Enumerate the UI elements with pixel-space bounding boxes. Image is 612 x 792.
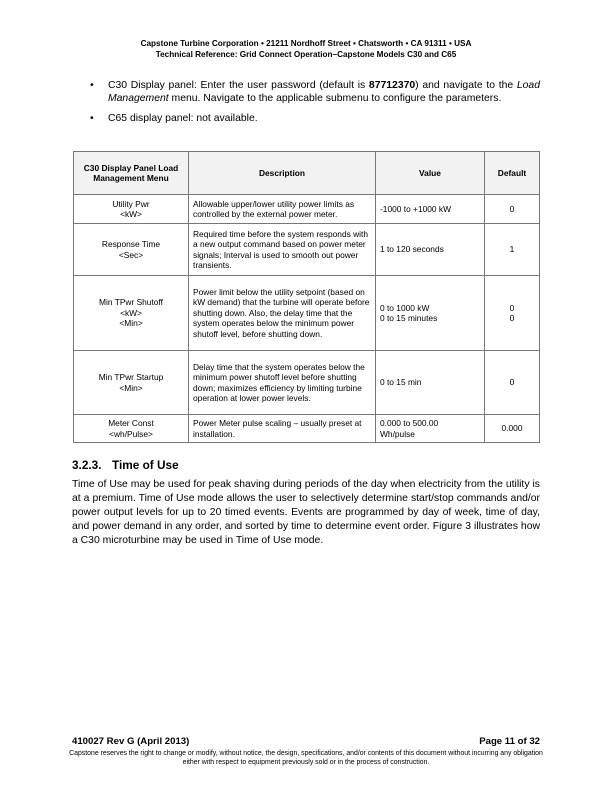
section-paragraph: Time of Use may be used for peak shaving during periods of the day when electricity from the utility is at a premium. Time of Use mode allows the user to selectively determine start/stop commands and/or power output levels for up to 20 timed events. Events are programmed by day of week, time of day, and power demand in any order, and sorted by time to determine event order. Figure 3 illustrates how a C30 microturbine may be used in Time of Use mode. [72, 479, 540, 546]
menu-name: Load Management [108, 80, 540, 105]
header-menu: C30 Display Panel Load Management Menu [74, 152, 189, 195]
cell-description: Allowable upper/lower utility power limits as controlled by the external power meter. [189, 195, 376, 224]
page-footer [72, 736, 540, 747]
bullet-c30-display [72, 79, 540, 106]
cell-value: -1000 to +1000 kW [376, 195, 485, 224]
cell-description: Delay time that the system operates below the minimum power shutoff level before shutting down; maximizes efficiency by limiting turbine operation at lower power levels. [189, 351, 376, 415]
section-title: Time of Use [112, 458, 179, 472]
page-number: Page 11 of 32 [479, 736, 540, 747]
bullet-list [72, 79, 540, 131]
cell-value: 0 to 15 min [376, 351, 485, 415]
cell-default: 0 [485, 195, 540, 224]
header-title-line: Technical Reference: Grid Connect Operation–Capstone Models C30 and C65 [155, 50, 457, 59]
section-heading [72, 458, 179, 472]
bullet-text: ) and navigate to the [415, 80, 517, 91]
table-row [74, 224, 540, 276]
cell-menu: Min TPwr Startup <Min> [74, 351, 189, 415]
document-id: 410027 Rev G (April 2013) [72, 736, 190, 747]
bullet-text: menu. Navigate to the applicable submenu to configure the parameters. [168, 93, 502, 105]
header-default: Default [485, 152, 540, 195]
cell-menu: Min TPwr Shutoff <kW> <Min> [74, 276, 189, 351]
cell-description: Required time before the system responds with a new output command based on power meter signals; Interval is used to smooth out power transients. [189, 224, 376, 276]
cell-menu: Utility Pwr <kW> [74, 195, 189, 224]
cell-menu: Response Time <Sec> [74, 224, 189, 276]
table-row [74, 195, 540, 224]
bullet-text: C30 Display panel: Enter the user password (default is [108, 80, 369, 91]
cell-description: Power Meter pulse scaling – usually preset at installation. [189, 415, 376, 443]
table-row [74, 351, 540, 415]
default-password: 87712370 [368, 80, 416, 91]
bullet-dot-icon: • [90, 80, 94, 91]
cell-value: 1 to 120 seconds [376, 224, 485, 276]
footer-notice: Capstone reserves the right to change or modify, without notice, the design, specifications, and/or contents of this document without incurring any obligation either with respect to equipment previously sold or in the process of construction. [69, 750, 543, 766]
cell-default: 1 [485, 224, 540, 276]
cell-default: 0.000 [485, 415, 540, 443]
cell-description: Power limit below the utility setpoint (based on kW demand) that the turbine will operate before shutting down. Also, the delay time that the system operates below the minimum power shutoff level, before shutting down. [189, 276, 376, 351]
table-row [74, 415, 540, 443]
table-header-row [74, 152, 540, 195]
cell-value: 0 to 1000 kW 0 to 15 minutes [376, 276, 485, 351]
load-management-table [73, 151, 540, 443]
section-number: 3.2.3. [72, 458, 102, 472]
cell-default: 0 [485, 351, 540, 415]
bullet-dot-icon: • [90, 112, 94, 124]
bullet-text: C65 display panel: not available. [108, 112, 258, 124]
cell-menu: Meter Const <wh/Pulse> [74, 415, 189, 443]
cell-value: 0.000 to 500.00 Wh/pulse [376, 415, 485, 443]
header-company-line: Capstone Turbine Corporation • 21211 Nordhoff Street • Chatsworth • CA 91311 • USA [140, 39, 472, 48]
page-header [0, 38, 612, 60]
header-value: Value [376, 152, 485, 195]
bullet-c65-display [72, 112, 540, 125]
cell-default: 0 0 [485, 276, 540, 351]
header-description: Description [189, 152, 376, 195]
table-row [74, 276, 540, 351]
